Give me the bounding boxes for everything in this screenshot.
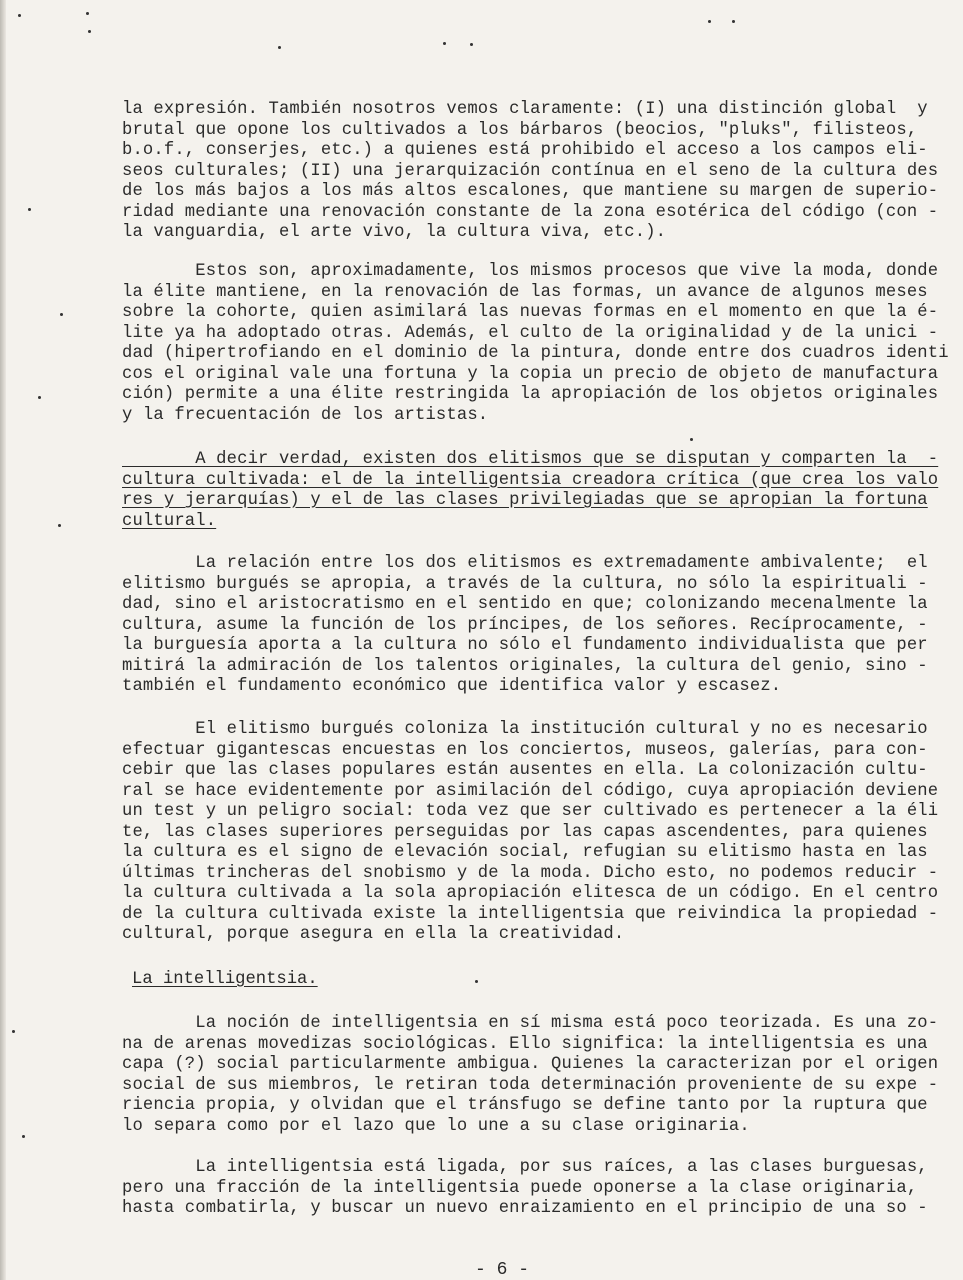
paragraph-line: mitirá la admiración de los talentos originales, la cultura del genio, sino - [122, 656, 928, 676]
paragraph-line: dad, sino el aristocratismo en el sentido en que; colonizando mecenalmente la [122, 595, 928, 614]
paragraph-line: dad (hipertrofiando en el dominio de la pintura, donde entre dos cuadros identi [122, 344, 949, 363]
paragraph-line: La intelligentsia está ligada, por sus raíces, a las clases burguesas, [122, 1158, 928, 1177]
paragraph-line: lite ya ha adoptado otras. Además, el culto de la originalidad y de la unici - [122, 323, 939, 343]
scan-speck [443, 42, 446, 45]
paragraph-line: seos culturales; (II) una jerarquización contínua en el seno de la cultura des [122, 161, 939, 181]
paragraph-line: ral se hace evidentemente por asimilación del código, cuya apropiación deviene [122, 781, 939, 801]
paragraph-line: cultura cultivada: el de la intelligentsia creadora crítica (que crea los valo [122, 470, 939, 490]
paragraph-line: y la frecuentación de los artistas. [122, 405, 489, 425]
paragraph-line: social de sus miembros, le retiran toda determinación proveniente de su expe - [122, 1075, 939, 1095]
paragraph-line: últimas trincheras del snobismo y de la moda. Dicho esto, no podemos reducir - [122, 863, 939, 883]
paragraph-line: sobre la cohorte, quien asimilará las nuevas formas en el momento en que la é- [122, 303, 939, 322]
paragraph-line: lo separa como por el lazo que lo une a su clase originaria. [122, 1116, 750, 1136]
paragraph-line: brutal que opone los cultivados a los bárbaros (beocios, "pluks", filisteos, [122, 120, 918, 140]
paragraph-line: La relación entre los dos elitismos es extremadamente ambivalente; el [122, 554, 928, 573]
paragraph-line: capa (?) social particularmente ambigua. Quienes la caracterizan por el origen [122, 1055, 939, 1074]
scan-speck [690, 438, 693, 441]
scan-speck [88, 30, 91, 33]
paragraph-line: la expresión. También nosotros vemos claramente: (I) una distinción global y [122, 100, 928, 119]
paragraph-line: cultural, porque asegura en ella la creatividad. [122, 925, 625, 944]
paragraph-line: Estos son, aproximadamente, los mismos procesos que vive la moda, donde [122, 262, 939, 281]
scan-speck [12, 1030, 15, 1033]
paragraph-line: elitismo burgués se apropia, a través de la cultura, no sólo la espirituali - [122, 574, 928, 594]
paragraph-line: riencia propia, y olvidan que el tránsfugo se define tanto por la ruptura que [122, 1096, 928, 1115]
page-number: - 6 - [475, 1260, 530, 1280]
paragraph-line: de la cultura cultivada existe la intelligentsia que reivindica la propiedad - [122, 904, 939, 924]
paragraph-line: El elitismo burgués coloniza la institución cultural y no es necesario [122, 720, 928, 739]
paragraph-line: pero una fracción de la intelligentsia puede oponerse a la clase originaria, [122, 1178, 918, 1198]
paragraph-line: b.o.f., conserjes, etc.) a quienes está prohibido el acceso a los campos eli- [122, 141, 928, 160]
paragraph-line: la cultura cultivada a la sola apropiación elitesca de un código. En el centro [122, 884, 939, 903]
paragraph-line: cultura, asume la función de los príncipes, de los señores. Recíprocamente, - [122, 615, 928, 635]
scan-speck [732, 20, 735, 23]
paragraph-line: la élite mantiene, en la renovación de las formas, un avance de algunos meses [122, 282, 928, 302]
paragraph-line: cos el original vale una fortuna y la copia un precio de objeto de manufactura [122, 364, 939, 384]
paragraph-line: La noción de intelligentsia en sí misma está poco teorizada. Es una zo- [122, 1014, 939, 1033]
scan-speck [470, 43, 473, 46]
scan-speck [60, 313, 63, 316]
paragraph-line: na de arenas movedizas sociológicas. Ello significa: la intelligentsia es una [122, 1034, 928, 1054]
paragraph-line: la cultura es el signo de elevación social, refugian su elitismo hasta en las [122, 843, 928, 862]
scan-speck [38, 396, 41, 399]
section-heading: La intelligentsia. [132, 970, 318, 989]
scan-speck [18, 14, 21, 17]
paragraph-line: de los más bajos a los más altos escalones, que mantiene su margen de superio- [122, 182, 939, 201]
paragraph-line: ción) permite a una élite restringida la apropiación de los objetos originales [122, 385, 939, 404]
paragraph-line: cultural. [122, 511, 217, 531]
scan-speck [28, 208, 31, 211]
paragraph-line: A decir verdad, existen dos elitismos que se disputan y comparten la - [122, 450, 939, 469]
paragraph-line: te, las clases superiores perseguidas por las capas ascendentes, para quienes [122, 822, 928, 842]
scan-edge [0, 0, 6, 1280]
paragraph-line: ridad mediante una renovación constante de la zona esotérica del código (con - [122, 202, 939, 222]
scan-speck [22, 1135, 25, 1138]
scan-speck [475, 980, 478, 983]
paragraph-line: cebir que las clases populares están ausentes en ella. La colonización cultu- [122, 761, 928, 780]
scan-speck [58, 524, 61, 527]
scan-speck [278, 46, 281, 49]
paragraph-line: hasta combatirla, y buscar un nuevo enraizamiento en el principio de una so - [122, 1199, 928, 1218]
scan-speck [708, 20, 711, 23]
paragraph-line: efectuar gigantescas encuestas en los conciertos, museos, galerías, para con- [122, 740, 928, 760]
paragraph-line: res y jerarquías) y el de las clases privilegiadas que se apropian la fortuna [122, 491, 928, 510]
paragraph-line: un test y un peligro social: toda vez que ser cultivado es pertenecer a la éli [122, 802, 939, 821]
paragraph-line: la vanguardia, el arte vivo, la cultura viva, etc.). [122, 223, 667, 242]
paragraph-line: la burguesía aporta a la cultura no sólo el fundamento individualista que per [122, 636, 928, 655]
scan-speck [86, 12, 89, 15]
paragraph-line: también el fundamento económico que identifica valor y escasez. [122, 677, 782, 696]
